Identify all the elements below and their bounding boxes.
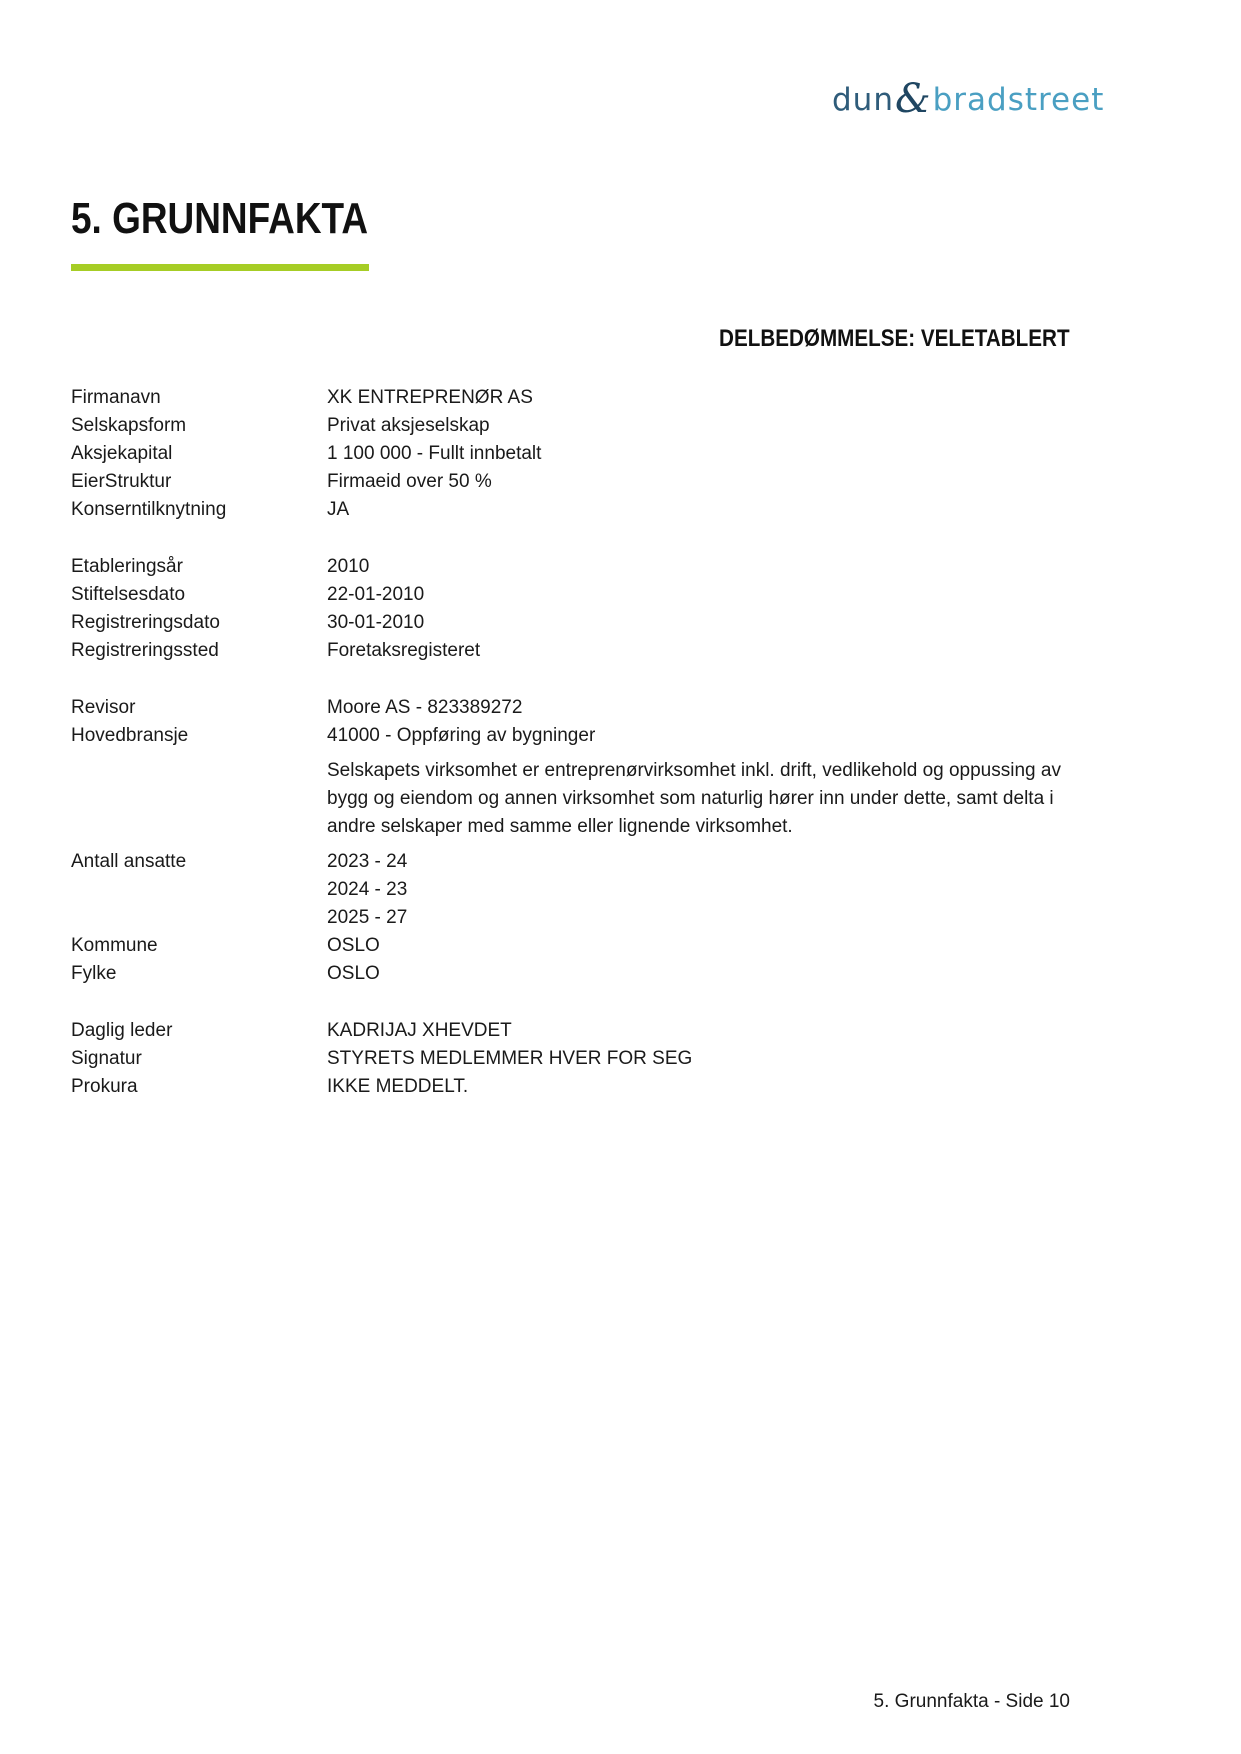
group-spacer xyxy=(71,524,1071,553)
fact-label: EierStruktur xyxy=(71,471,172,492)
fact-row xyxy=(71,722,1071,750)
page-title: 5. GRUNNFAKTA xyxy=(71,194,369,243)
fact-label: Aksjekapital xyxy=(71,443,173,464)
fact-value: Firmaeid over 50 % xyxy=(327,471,492,492)
fact-label: Stiftelsesdato xyxy=(71,584,186,605)
fact-row xyxy=(71,932,1071,960)
fact-value: Foretaksregisteret xyxy=(327,640,481,661)
facts-table xyxy=(71,384,1071,1101)
fact-value: STYRETS MEDLEMMER HVER FOR SEG xyxy=(327,1048,693,1069)
fact-label: Antall ansatte xyxy=(71,851,187,872)
fact-value: 2010 xyxy=(327,556,370,577)
fact-row xyxy=(71,412,1071,440)
group-spacer xyxy=(71,988,1071,1017)
fact-value: Privat aksjeselskap xyxy=(327,415,490,436)
fact-row xyxy=(71,609,1071,637)
fact-value: Moore AS - 823389272 xyxy=(327,697,523,718)
logo-ampersand: & xyxy=(894,76,932,122)
fact-value: OSLO xyxy=(327,935,380,956)
fact-label: Daglig leder xyxy=(71,1020,173,1041)
fact-value: 2023 - 24 xyxy=(327,851,408,872)
fact-row xyxy=(71,876,1071,904)
fact-value: OSLO xyxy=(327,963,380,984)
group-spacer xyxy=(71,665,1071,694)
fact-label: Firmanavn xyxy=(71,387,161,408)
fact-label: Revisor xyxy=(71,697,136,718)
fact-label: Fylke xyxy=(71,963,117,984)
fact-value: 41000 - Oppføring av bygninger xyxy=(327,725,596,746)
fact-label: Selskapsform xyxy=(71,415,187,436)
fact-label: Prokura xyxy=(71,1076,138,1097)
fact-value: 2024 - 23 xyxy=(327,879,408,900)
fact-label xyxy=(71,876,327,904)
fact-label: Hovedbransje xyxy=(71,725,189,746)
fact-value: IKKE MEDDELT. xyxy=(327,1076,469,1097)
fact-row xyxy=(71,1017,1071,1045)
fact-label xyxy=(71,904,327,932)
fact-row xyxy=(71,1073,1071,1101)
page-footer: 5. Grunnfakta - Side 10 xyxy=(873,1691,1070,1712)
fact-row xyxy=(71,694,1071,722)
fact-row xyxy=(71,553,1071,581)
fact-value: XK ENTREPRENØR AS xyxy=(327,387,533,408)
dun-bradstreet-logo xyxy=(832,76,1105,122)
fact-value: 1 100 000 - Fullt innbetalt xyxy=(327,443,542,464)
fact-row xyxy=(71,468,1071,496)
fact-value: 30-01-2010 xyxy=(327,612,425,633)
fact-label: Kommune xyxy=(71,935,158,956)
business-description: Selskapets virksomhet er entreprenørvirksomhet inkl. drift, vedlikehold og oppussing av bygg og eiendom og annen virksomhet som naturlig hører inn under dette, samt delta i andre selskaper med samme eller lignende virksomhet. xyxy=(327,760,1061,837)
fact-value: 22-01-2010 xyxy=(327,584,425,605)
logo-text-bradstreet: bradstreet xyxy=(932,82,1105,118)
fact-row xyxy=(71,960,1071,988)
fact-label: Registreringssted xyxy=(71,640,219,661)
fact-label: Registreringsdato xyxy=(71,612,220,633)
fact-label: Signatur xyxy=(71,1048,142,1069)
fact-row xyxy=(71,384,1071,412)
fact-value: 2025 - 27 xyxy=(327,907,408,928)
fact-label: Etableringsår xyxy=(71,556,183,577)
fact-row xyxy=(71,440,1071,468)
fact-row xyxy=(71,1045,1071,1073)
fact-row xyxy=(71,496,1071,524)
fact-row xyxy=(71,848,1071,876)
logo-text-dun: dun xyxy=(832,82,894,118)
fact-row xyxy=(71,581,1071,609)
fact-value: JA xyxy=(327,499,350,520)
rating-heading: DELBEDØMMELSE: VELETABLERT xyxy=(719,325,1070,352)
fact-label: Konserntilknytning xyxy=(71,499,227,520)
fact-value: KADRIJAJ XHEVDET xyxy=(327,1020,512,1041)
fact-row xyxy=(71,637,1071,665)
fact-row xyxy=(71,904,1071,932)
title-underline xyxy=(71,264,369,271)
